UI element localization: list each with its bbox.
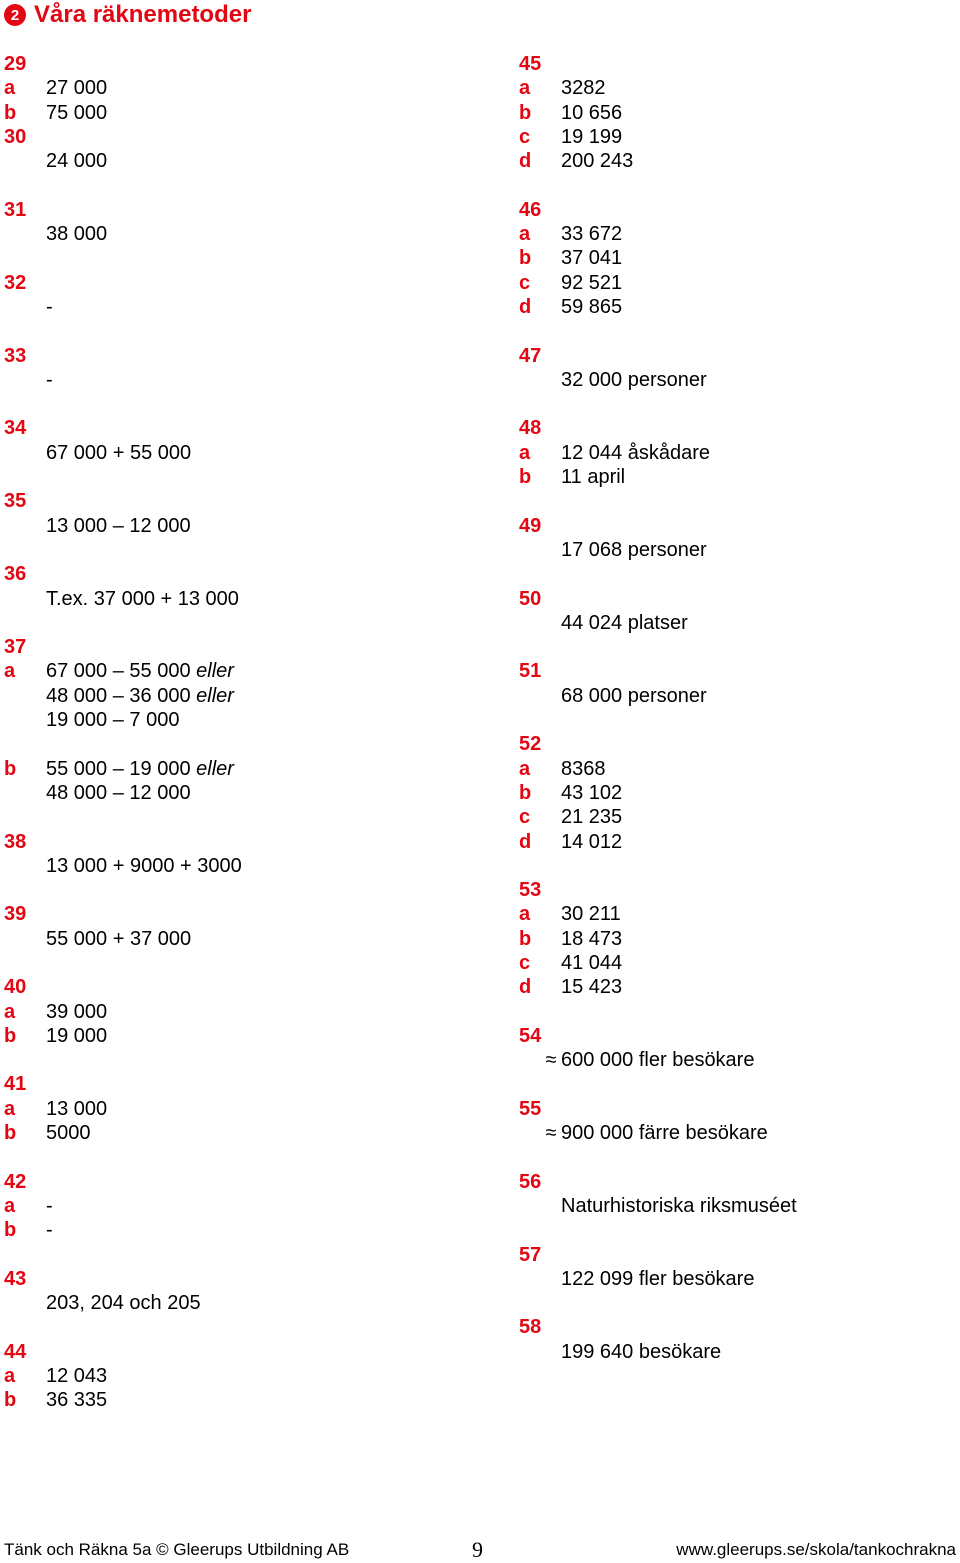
answer-text: 203, 204 och 205 [46, 1292, 201, 1315]
answer-text: 92 521 [561, 271, 623, 294]
spacer [4, 319, 464, 343]
answer-value [561, 101, 622, 125]
answer-text: 17 068 personer [561, 538, 707, 561]
answer-line [4, 222, 464, 246]
answer-value [46, 1097, 107, 1121]
spacer [519, 708, 960, 732]
answer-value [561, 611, 688, 635]
answer-text: 44 024 platser [561, 611, 688, 634]
answer-text: 19 000 [46, 1024, 108, 1047]
spacer [4, 1145, 464, 1169]
task-number: 32 [4, 271, 27, 294]
task-number: 36 [4, 563, 27, 586]
task-number: 56 [519, 1170, 542, 1193]
subtask-letter: a [4, 1000, 16, 1023]
subtask-letter: c [519, 271, 531, 294]
answer-text: 68 000 personer [561, 684, 707, 707]
answer-line [4, 1388, 464, 1412]
answer-line [519, 975, 960, 999]
subtask-letter: b [519, 247, 532, 270]
answer-value [561, 902, 621, 926]
answer-text: 122 099 fler besökare [561, 1267, 755, 1290]
task-number: 29 [4, 53, 27, 75]
task-number: 45 [519, 53, 542, 75]
answer-text: 55 000 + 37 000 [46, 927, 192, 950]
subtask-letter: b [4, 101, 17, 124]
answer-text: - [46, 1219, 53, 1242]
answer-text: 30 211 [561, 903, 621, 926]
answer-value [561, 830, 622, 854]
answer-line [519, 198, 960, 222]
answer-line [4, 149, 464, 173]
answer-line [4, 1218, 464, 1242]
subtask-letter: d [519, 830, 532, 853]
subtask-letter: a [4, 1097, 16, 1120]
answer-line [519, 830, 960, 854]
answer-value [46, 1364, 107, 1388]
answer-text: 21 235 [561, 806, 623, 829]
answer-line [519, 805, 960, 829]
answer-line [519, 149, 960, 173]
spacer [519, 1072, 960, 1096]
answer-value [46, 222, 107, 246]
task-number: 51 [519, 660, 542, 683]
answer-line [4, 927, 464, 951]
answer-value [561, 271, 622, 295]
answer-value [46, 149, 107, 173]
task-number: 41 [4, 1073, 27, 1096]
answer-text: 32 000 personer [561, 368, 707, 391]
answers-column-right [519, 52, 960, 1364]
subtask-letter: d [519, 295, 532, 318]
answer-text: 200 243 [561, 150, 634, 173]
spacer [519, 635, 960, 659]
answer-line [4, 1364, 464, 1388]
answer-line [4, 76, 464, 100]
answer-line [4, 757, 464, 781]
subtask-letter: b [519, 927, 532, 950]
subtask-letter: b [519, 101, 532, 124]
subtask-letter: b [519, 466, 532, 489]
task-number: 46 [519, 198, 542, 221]
spacer [4, 611, 464, 635]
answer-line [519, 732, 960, 756]
subtask-letter: a [4, 77, 16, 100]
answer-text: 18 473 [561, 927, 623, 950]
subtask-letter: a [4, 660, 16, 683]
subtask-letter: c [519, 806, 531, 829]
subtask-letter: d [519, 150, 532, 173]
answers-column-left [4, 52, 464, 1413]
answer-text: 3282 [561, 77, 606, 100]
task-number: 40 [4, 976, 27, 999]
answer-value [46, 1194, 53, 1218]
answer-line [4, 830, 464, 854]
answer-text: 5000 [46, 1122, 91, 1145]
subtask-letter: a [519, 223, 531, 246]
answer-text: 39 000 [46, 1000, 108, 1023]
subtask-letter: b [4, 1389, 17, 1412]
answer-text: 48 000 – 12 000 [46, 781, 191, 804]
answer-text: 199 640 besökare [561, 1340, 722, 1363]
approx-symbol: ≈ [545, 1049, 557, 1072]
answer-line [4, 1121, 464, 1145]
answer-italic: eller [196, 757, 234, 780]
answer-text: 67 000 + 55 000 [46, 441, 192, 464]
spacer [4, 246, 464, 270]
task-number: 37 [4, 636, 27, 659]
answer-line [4, 975, 464, 999]
answer-value [561, 149, 633, 173]
answer-value [46, 659, 234, 683]
answer-line [4, 489, 464, 513]
spacer [4, 1315, 464, 1339]
subtask-letter: c [519, 125, 531, 148]
spacer [519, 1145, 960, 1169]
answer-line [519, 1097, 960, 1121]
task-number: 44 [4, 1340, 27, 1363]
answer-line [4, 1000, 464, 1024]
answer-line [4, 295, 464, 319]
answer-line [4, 1194, 464, 1218]
task-number: 54 [519, 1024, 542, 1047]
answer-line [4, 514, 464, 538]
answer-value [46, 781, 191, 805]
spacer [519, 1000, 960, 1024]
subtask-letter: c [519, 951, 531, 974]
answer-text: 48 000 – 36 000 [46, 684, 197, 707]
task-number: 52 [519, 733, 542, 756]
answer-line [519, 1048, 960, 1072]
answer-line [4, 1267, 464, 1291]
answer-value [46, 1388, 107, 1412]
spacer [519, 319, 960, 343]
spacer [519, 562, 960, 586]
answer-line [4, 1024, 464, 1048]
page-title [4, 0, 251, 30]
answer-line [4, 1170, 464, 1194]
answer-value [561, 781, 622, 805]
spacer [519, 1218, 960, 1242]
answer-value [561, 1194, 797, 1218]
answer-text: - [46, 295, 53, 318]
answer-line [4, 902, 464, 926]
answer-value [46, 1291, 201, 1315]
spacer [519, 173, 960, 197]
spacer [4, 951, 464, 975]
footer-copyright: Tänk och Räkna 5a © Gleerups Utbildning AB [4, 1540, 350, 1559]
answer-line [4, 659, 464, 683]
answer-line [519, 1267, 960, 1291]
answer-line [519, 902, 960, 926]
page-footer [4, 1538, 956, 1562]
subtask-letter: a [4, 1194, 16, 1217]
answer-value [46, 1024, 107, 1048]
task-number: 53 [519, 879, 542, 902]
task-number: 43 [4, 1267, 27, 1290]
answer-text: 8368 [561, 757, 606, 780]
subtask-letter: a [519, 77, 531, 100]
spacer [4, 1048, 464, 1072]
section-title: Våra räknemetoder [34, 1, 252, 28]
answer-line [4, 684, 464, 708]
task-number: 33 [4, 344, 27, 367]
answer-line [4, 587, 464, 611]
answer-line [4, 271, 464, 295]
answer-value [561, 927, 622, 951]
answer-line [519, 1243, 960, 1267]
answer-line [4, 708, 464, 732]
answer-line [519, 222, 960, 246]
answer-italic: eller [196, 684, 234, 707]
answer-value [46, 1218, 53, 1242]
answer-value [561, 951, 622, 975]
answer-line [519, 52, 960, 76]
answer-line [4, 344, 464, 368]
answer-line [4, 854, 464, 878]
answer-text: 12 043 [46, 1365, 108, 1388]
answer-value [561, 295, 622, 319]
answer-line [4, 101, 464, 125]
answer-line [519, 416, 960, 440]
answer-line [519, 1121, 960, 1145]
subtask-letter: d [519, 976, 532, 999]
task-number: 38 [4, 830, 27, 853]
task-number: 57 [519, 1243, 542, 1266]
answer-text: 67 000 – 55 000 [46, 660, 197, 683]
answer-value [46, 684, 234, 708]
spacer [4, 878, 464, 902]
answer-line [4, 562, 464, 586]
answer-text: 11 april [561, 466, 626, 489]
answer-value [561, 684, 707, 708]
answer-line [519, 76, 960, 100]
answer-text: 55 000 – 19 000 [46, 757, 197, 780]
answer-text: Naturhistoriska riksmuséet [561, 1194, 797, 1217]
answer-line [519, 659, 960, 683]
task-number: 47 [519, 344, 542, 367]
answer-value [561, 465, 625, 489]
answer-line [4, 441, 464, 465]
subtask-letter: b [4, 757, 17, 780]
answer-text: 19 199 [561, 125, 623, 148]
answer-line [519, 368, 960, 392]
task-number: 55 [519, 1097, 542, 1120]
spacer [4, 1243, 464, 1267]
answer-text: 37 041 [561, 247, 623, 270]
answer-line [4, 1072, 464, 1096]
spacer [4, 173, 464, 197]
answer-text: 900 000 färre besökare [561, 1122, 768, 1145]
answer-value [561, 757, 606, 781]
answer-italic: eller [196, 660, 234, 683]
answer-line [519, 441, 960, 465]
answer-text: 38 000 [46, 223, 108, 246]
subtask-letter: b [4, 1219, 17, 1242]
answer-value [46, 854, 242, 878]
subtask-letter: b [4, 1122, 17, 1145]
answer-text: 19 000 – 7 000 [46, 709, 180, 732]
answer-line [4, 781, 464, 805]
spacer [4, 392, 464, 416]
subtask-letter: a [519, 441, 531, 464]
answer-text: 14 012 [561, 830, 623, 853]
answer-text: 75 000 [46, 101, 108, 124]
answer-value [561, 805, 622, 829]
answer-line [4, 125, 464, 149]
answer-value [561, 368, 707, 392]
answer-line [519, 757, 960, 781]
answer-line [519, 611, 960, 635]
answer-text: 33 672 [561, 223, 623, 246]
answer-line [519, 878, 960, 902]
subtask-letter: a [4, 1365, 16, 1388]
answer-value [46, 587, 239, 611]
answer-line [519, 951, 960, 975]
answer-value [561, 975, 622, 999]
answer-line [519, 1024, 960, 1048]
answer-value [545, 1121, 768, 1145]
answer-line [519, 587, 960, 611]
subtask-letter: b [519, 781, 532, 804]
spacer [519, 1291, 960, 1315]
answer-value [46, 368, 53, 392]
answer-line [519, 538, 960, 562]
answer-text: 13 000 – 12 000 [46, 514, 191, 537]
task-number: 50 [519, 587, 542, 610]
answer-value [561, 1340, 721, 1364]
answer-line [519, 1170, 960, 1194]
answer-text: - [46, 368, 53, 391]
answer-text: 15 423 [561, 976, 623, 999]
answer-value [561, 76, 606, 100]
spacer [4, 538, 464, 562]
answer-line [519, 246, 960, 270]
answer-line [4, 416, 464, 440]
answer-line [519, 271, 960, 295]
answer-value [46, 76, 107, 100]
answer-value [561, 441, 710, 465]
spacer [519, 489, 960, 513]
answer-line [519, 927, 960, 951]
task-number: 58 [519, 1316, 542, 1339]
task-number: 49 [519, 514, 542, 537]
answer-line [519, 101, 960, 125]
spacer [519, 392, 960, 416]
subtask-letter: a [519, 903, 531, 926]
section-number-badge: 2 [4, 4, 26, 26]
answer-value [561, 1267, 754, 1291]
answer-line [4, 52, 464, 76]
task-number: 39 [4, 903, 27, 926]
answer-text: 36 335 [46, 1389, 108, 1412]
task-number: 31 [4, 198, 27, 221]
answer-line [4, 1097, 464, 1121]
answer-text: 24 000 [46, 150, 108, 173]
answer-line [4, 1340, 464, 1364]
answer-line [519, 295, 960, 319]
answer-value [46, 757, 234, 781]
answer-text: 600 000 fler besökare [561, 1049, 755, 1072]
answer-value [46, 1000, 107, 1024]
answer-value [46, 295, 53, 319]
answer-value [46, 441, 191, 465]
task-number: 30 [4, 125, 27, 148]
spacer [4, 732, 464, 756]
answer-line [4, 635, 464, 659]
answer-value [561, 125, 622, 149]
answer-value [46, 927, 191, 951]
answer-value [561, 538, 707, 562]
subtask-letter: b [4, 1024, 17, 1047]
task-number: 34 [4, 417, 27, 440]
spacer [519, 854, 960, 878]
page-number: 9 [472, 1537, 483, 1562]
answer-value [46, 1121, 91, 1145]
answer-text: 59 865 [561, 295, 623, 318]
subtask-letter: a [519, 757, 531, 780]
answer-text: 13 000 [46, 1097, 108, 1120]
answer-value [561, 246, 622, 270]
answer-text: - [46, 1194, 53, 1217]
task-number: 48 [519, 417, 542, 440]
answer-line [519, 514, 960, 538]
spacer [4, 805, 464, 829]
answer-line [519, 1194, 960, 1218]
answer-text: 43 102 [561, 781, 623, 804]
answer-value [46, 101, 107, 125]
answer-text: 13 000 + 9000 + 3000 [46, 854, 242, 877]
answer-text: T.ex. 37 000 + 13 000 [46, 587, 239, 610]
answer-text: 10 656 [561, 101, 623, 124]
answer-line [519, 1340, 960, 1364]
answer-value [545, 1048, 755, 1072]
answer-value [46, 514, 191, 538]
task-number: 42 [4, 1170, 27, 1193]
task-number: 35 [4, 490, 27, 513]
footer-website: www.gleerups.se/skola/tankochrakna [676, 1540, 956, 1559]
answer-text: 12 044 åskådare [561, 441, 711, 464]
answer-line [4, 198, 464, 222]
answer-text: 27 000 [46, 77, 108, 100]
answer-value [46, 708, 179, 732]
answer-line [4, 1291, 464, 1315]
spacer [4, 465, 464, 489]
answer-line [4, 368, 464, 392]
answer-line [519, 125, 960, 149]
answer-text: 41 044 [561, 951, 623, 974]
approx-symbol: ≈ [545, 1122, 557, 1145]
answer-value [561, 222, 622, 246]
answer-line [519, 684, 960, 708]
answer-line [519, 1315, 960, 1339]
answer-line [519, 781, 960, 805]
answer-line [519, 344, 960, 368]
answer-line [519, 465, 960, 489]
